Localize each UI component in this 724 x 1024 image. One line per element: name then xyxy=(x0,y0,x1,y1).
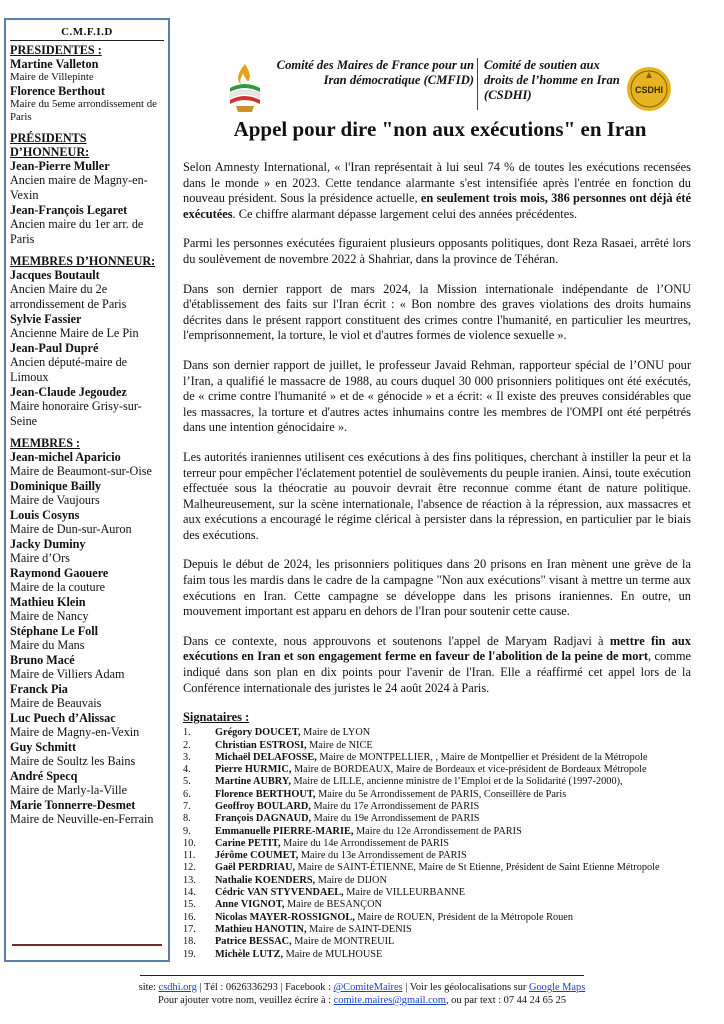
signatory-body xyxy=(215,949,691,961)
google-maps-link[interactable]: Google Maps xyxy=(528,982,586,993)
signatory-body xyxy=(215,862,691,874)
signatory-role: Maire du 14e Arrondissement de PARIS xyxy=(280,837,449,849)
sidebar-member-role: Maire de Beaumont-sur-Oise xyxy=(10,464,152,478)
signatory-role: Maire de MONTPELLIER, , Maire de Montpellier et Président de la Métropole xyxy=(316,751,648,763)
sidebar-member-name: Guy Schmitt xyxy=(10,740,77,754)
sidebar-member-name: Jacques Boutault xyxy=(10,268,100,282)
appeal-paragraph xyxy=(183,450,691,544)
signatory-number: 19. xyxy=(183,948,196,960)
signatory-item xyxy=(183,801,691,813)
signatory-name: Patrice BESSAC, xyxy=(215,936,292,948)
appeal-paragraph xyxy=(183,358,691,436)
signatory-role: Maire de LILLE, ancienne ministre de l’Emploi et de la Solidarité (1997-2000), xyxy=(290,776,623,788)
signatory-number: 16. xyxy=(183,911,196,923)
signatory-body xyxy=(215,924,691,936)
signatory-body xyxy=(215,838,691,850)
footer-site-label: site: xyxy=(138,982,159,993)
signatory-name: Pierre HURMIC, xyxy=(215,764,292,776)
signatory-item xyxy=(183,752,691,764)
sidebar-member-role: Maire de Marly-la-Ville xyxy=(10,783,128,797)
signatory-role: Maire du 17e Arrondissement de PARIS xyxy=(310,801,480,812)
signatory-body xyxy=(215,887,691,899)
signatory-number: 14. xyxy=(183,887,196,899)
page-footer xyxy=(60,981,664,1007)
sidebar-member-name: Mathieu Klein xyxy=(10,595,86,609)
signatories-list xyxy=(183,727,691,961)
footer-phone-text: , ou par text : 07 44 24 65 25 xyxy=(445,995,567,1006)
sidebar-member-name: Jean-François Legaret xyxy=(10,203,128,217)
sidebar-member-name: Jean-Claude Jegoudez xyxy=(10,385,127,399)
signatory-body xyxy=(215,826,691,838)
sidebar-member-role: Maire de Villepinte xyxy=(10,71,94,83)
signatory-item xyxy=(183,826,691,838)
signatory-item xyxy=(183,912,691,924)
signatory-role: Maire de NICE xyxy=(306,739,373,751)
sidebar-member-name: Franck Pia xyxy=(10,682,68,696)
signatory-number: 8. xyxy=(183,813,191,825)
sidebar-member-name: Louis Cosyns xyxy=(10,508,80,522)
signatory-name: Nathalie KOENDERS, xyxy=(215,874,316,886)
sidebar-gap xyxy=(10,124,164,131)
signatory-item xyxy=(183,862,691,874)
signatory-number: 2. xyxy=(183,739,191,751)
signatory-role: Maire de BORDEAUX, Maire de Bordeaux et vice-président de Bordeaux Métropole xyxy=(291,764,647,776)
signatory-role: Maire du 13e Arrondissement de PARIS xyxy=(298,850,467,862)
signatory-item xyxy=(183,727,691,739)
signatory-name: Cédric VAN STYVENDAEL, xyxy=(215,887,344,899)
sidebar-member-role: Maire d’Ors xyxy=(10,551,70,565)
signatories-heading: Signataires : xyxy=(183,710,250,725)
signatory-name: François DAGNAUD, xyxy=(215,813,312,825)
sidebar-member-name: André Specq xyxy=(10,769,78,783)
signatory-name: Nicolas MAYER-ROSSIGNOL, xyxy=(215,911,355,923)
signatory-name: Jérôme COUMET, xyxy=(215,850,299,862)
appeal-paragraph xyxy=(183,557,691,619)
signatory-number: 9. xyxy=(183,825,191,837)
sidebar-member-name: Dominique Bailly xyxy=(10,479,102,493)
appeal-paragraph xyxy=(183,160,691,222)
sidebar-member-name: Florence Berthout xyxy=(10,84,105,98)
signatory-name: Florence BERTHOUT, xyxy=(215,788,316,800)
csdhi-emblem-logo-icon xyxy=(626,66,672,112)
signatory-item xyxy=(183,936,691,948)
signatory-role: Maire de DIJON xyxy=(315,874,387,886)
sidebar-member-role: Maire du 5eme arrondissement de Paris xyxy=(10,98,157,123)
signatory-number: 11. xyxy=(183,850,196,862)
paragraph-text: Dans ce contexte, nous approuvons et soutenons l'appel de Maryam Radjavi à xyxy=(183,633,610,648)
sidebar-section-heading: PRÉSIDENTS D’HONNEUR: xyxy=(10,131,90,159)
sidebar-sections xyxy=(10,43,164,827)
signatory-name: Mathieu HANOTIN, xyxy=(215,923,307,935)
sidebar-member-role: Maire de Dun-sur-Auron xyxy=(10,522,132,536)
sidebar-member-role: Ancien Maire du 2e arrondissement de Paris xyxy=(10,282,127,311)
sidebar-member-role: Maire du Mans xyxy=(10,638,85,652)
sidebar-gap xyxy=(10,429,164,436)
signatory-item xyxy=(183,838,691,850)
flame-flag-logo-icon xyxy=(222,62,268,114)
signatory-item xyxy=(183,850,691,862)
sidebar-member-name: Martine Valleton xyxy=(10,57,99,71)
signatory-body xyxy=(215,752,691,764)
appeal-paragraph xyxy=(183,236,691,267)
signatory-role: Maire de MONTREUIL xyxy=(291,936,395,948)
signatory-item xyxy=(183,740,691,752)
signatory-role: Maire du 5e Arrondissement de PARIS, Conseillère de Paris xyxy=(315,788,567,800)
footer-line-2 xyxy=(60,994,664,1007)
sidebar-member-role: Maire de Soultz les Bains xyxy=(10,754,136,768)
signatory-item xyxy=(183,776,691,788)
sidebar-member-role: Maire de Nancy xyxy=(10,609,89,623)
cmfid-org-name: Comité des Maires de France pour un Iran démocratique (CMFID) xyxy=(276,58,474,87)
signatory-role: Maire de SAINT-DENIS xyxy=(306,923,412,935)
paragraph-text: Depuis le début de 2024, les prisonniers politiques dans 20 prisons en Iran mènent une grève de la faim tous les mardis dans le cadre de la campagne "Non aux exécutions" visant à mettre un terme aux exécutions en Iran. Cette campagne se développe dans les prisons iraniennes. En outre, un mouvement important est apparu en dehors de l'Iran pour soutenir cette cause. xyxy=(183,557,691,619)
emphasis-text: mettre fin aux exécutions en Iran et son engagement ferme en faveur de l'abolition de la peine de mort xyxy=(183,633,691,664)
sidebar-member-name: Jean-Paul Dupré xyxy=(10,341,99,355)
sidebar-end-rule xyxy=(12,944,162,946)
signatory-body xyxy=(215,813,691,825)
signatory-item xyxy=(183,813,691,825)
sidebar-section-heading: MEMBRES D’HONNEUR: xyxy=(10,254,156,268)
paragraph-text: Dans son dernier rapport de juillet, le professeur Javaid Rehman, rapporteur spécial de l’ONU pour l’Iran, a qualifié le massacre de 1988, au cours duquel 30 000 prisonniers politiques ont été exécutés, de « crime contre l'humanité » et de « génocide » et a écrit: « Il existe des preuves considérables que les massacres, la torture et d'autres actes inhumains contre les membres de l'OMPI ont été perpétrés dans une intention génocidaire ». xyxy=(183,357,691,435)
signatory-number: 15. xyxy=(183,899,196,911)
signatory-item xyxy=(183,789,691,801)
signatory-role: Maire du 12e Arrondissement de PARIS xyxy=(353,825,522,837)
sidebar-member-name: Jacky Duminy xyxy=(10,537,86,551)
signatory-name: Michèle LUTZ, xyxy=(215,948,284,960)
signatory-role: Maire de MULHOUSE xyxy=(283,948,383,960)
csdhi-org-name: Comité de soutien aux droits de l’homme en Iran (CSDHI) xyxy=(484,58,620,102)
signatory-body xyxy=(215,801,691,813)
paragraph-text: Selon Amnesty International, « l'Iran représentait à lui seul 74 % de toutes les exécutions recensées dans le monde » en 2023. Cette tendance alarmante s'est intensifiée après l'entrée en fonction du nouveau président. Sous la présidence actuelle, xyxy=(183,160,691,206)
signatory-item xyxy=(183,924,691,936)
signatory-number: 10. xyxy=(183,837,196,849)
signatory-name: Carine PETIT, xyxy=(215,837,281,849)
signatory-name: Christian ESTROSI, xyxy=(215,739,307,751)
sidebar-title: C.M.F.I.D xyxy=(61,26,113,38)
sidebar-member-role: Ancienne Maire de Le Pin xyxy=(10,326,139,340)
emphasis-text: en seulement trois mois, 386 personnes ont déjà été exécutées xyxy=(183,191,691,221)
signatory-name: Emmanuelle PIERRE-MARIE, xyxy=(215,825,354,837)
signatory-role: Maire de BESANÇON xyxy=(284,899,382,911)
paragraph-text: Parmi les personnes exécutées figuraient plusieurs opposants politiques, dont Reza Rasaei, arrêté lors du soulèvement de novembre 2022 à Shahriar, dans la province de Téhéran. xyxy=(183,236,691,266)
signatory-body xyxy=(215,875,691,887)
signatory-body xyxy=(215,936,691,948)
sidebar-member-role: Maire de Magny-en-Vexin xyxy=(10,725,140,739)
sidebar-member-role: Maire de la couture xyxy=(10,580,106,594)
signatory-item xyxy=(183,875,691,887)
header-divider xyxy=(477,58,478,110)
sidebar-rule xyxy=(10,40,164,41)
appeal-paragraph xyxy=(183,282,691,344)
signatory-item xyxy=(183,899,691,911)
footer-rule xyxy=(140,975,584,976)
signatory-name: Anne VIGNOT, xyxy=(215,899,285,911)
signatory-name: Martine AUBRY, xyxy=(215,776,291,788)
email-link[interactable]: comite.maires@gmail.com xyxy=(333,995,446,1006)
signatory-number: 3. xyxy=(183,751,191,763)
sidebar-member-role: Maire honoraire Grisy-sur-Seine xyxy=(10,399,142,428)
sidebar-member-role: Maire de Villiers Adam xyxy=(10,667,125,681)
signatory-body xyxy=(215,850,691,862)
sidebar-member-name: Jean-Pierre Muller xyxy=(10,159,110,173)
signatory-item xyxy=(183,887,691,899)
cmfid-sidebar xyxy=(4,18,170,962)
signatory-number: 18. xyxy=(183,936,196,948)
sidebar-member-role: Ancien maire du 1er arr. de Paris xyxy=(10,217,144,246)
signatory-number: 1. xyxy=(183,727,191,739)
appeal-body xyxy=(183,160,691,961)
sidebar-section-heading: MEMBRES : xyxy=(10,436,81,450)
signatory-body xyxy=(215,776,691,788)
signatory-body xyxy=(215,899,691,911)
sidebar-member-name: Bruno Macé xyxy=(10,653,75,667)
facebook-link[interactable]: @ComiteMaires xyxy=(333,982,403,993)
signatory-role: Maire de VILLEURBANNE xyxy=(343,887,465,899)
signatory-name: Geoffroy BOULARD, xyxy=(215,801,311,812)
signatory-item xyxy=(183,949,691,961)
sidebar-member-name: Luc Puech d’Alissac xyxy=(10,711,116,725)
footer-line-1 xyxy=(60,981,664,994)
signatory-body xyxy=(215,912,691,924)
sidebar-gap xyxy=(10,247,164,254)
page-title: Appel pour dire "non aux exécutions" en Iran xyxy=(233,117,647,141)
signatory-name: Michaël DELAFOSSE, xyxy=(215,751,317,763)
signatory-number: 12. xyxy=(183,862,196,874)
signatory-number: 4. xyxy=(183,764,191,776)
paragraph-text: Les autorités iraniennes utilisent ces exécutions à des fins politiques, cherchant à instiller la peur et la terreur pour empêcher l'éclatement potentiel de soulèvements du peuple iranien. Ainsi, toute exécution effectuée sous la théocratie au pouvoir devrait être reconnue comme étant de nature politique. Malheureusement, sur la scène internationale, l'absence de réaction à la répression, aux massacres et aux exécutions a encouragé le régime clérical à persister dans la répression, en particulier par le biais des exécutions. xyxy=(183,449,692,542)
footer-tel: | Tél : 0626336293 | Facebook : xyxy=(196,982,334,993)
sidebar-member-role: Maire de Vaujours xyxy=(10,493,100,507)
signatory-body xyxy=(215,764,691,776)
sidebar-member-role: Maire de Neuville-en-Ferrain xyxy=(10,812,154,826)
signatory-role: Maire de LYON xyxy=(300,727,371,739)
sidebar-member-name: Stéphane Le Foll xyxy=(10,624,99,638)
signatory-number: 7. xyxy=(183,801,191,812)
csdhi-logo-text: CSDHI xyxy=(634,85,664,95)
sidebar-member-name: Sylvie Fassier xyxy=(10,312,82,326)
sidebar-section-heading: PRESIDENTES : xyxy=(10,43,102,57)
signatory-number: 13. xyxy=(183,874,196,886)
paragraph-text: , comme indiqué dans son plan en dix points pour l'avenir de l'Iran. Elle a réaffirmé cet appel lors de la Conférence internationale des juristes le 24 août 2024 à Paris. xyxy=(183,649,691,695)
signatory-number: 17. xyxy=(183,923,196,935)
signatory-body xyxy=(215,740,691,752)
signatory-number: 5. xyxy=(183,776,191,788)
signatory-item xyxy=(183,764,691,776)
signatory-role: Maire de ROUEN, Président de la Métropole Rouen xyxy=(354,911,573,923)
signatory-body xyxy=(215,789,691,801)
sidebar-member-role: Ancien député-maire de Limoux xyxy=(10,355,128,384)
site-link[interactable]: csdhi.org xyxy=(158,982,197,993)
signatory-name: Grégory DOUCET, xyxy=(215,727,301,739)
footer-add-text: Pour ajouter votre nom, veuillez écrire à : xyxy=(157,995,334,1006)
signatory-number: 6. xyxy=(183,788,191,800)
appeal-paragraph xyxy=(183,634,691,696)
sidebar-member-name: Jean-michel Aparicio xyxy=(10,450,121,464)
sidebar-member-name: Marie Tonnerre-Desmet xyxy=(10,798,136,812)
sidebar-member-role: Maire de Beauvais xyxy=(10,696,102,710)
footer-geo-text: | Voir les géolocalisations sur xyxy=(402,982,529,993)
sidebar-member-role: Ancien maire de Magny-en-Vexin xyxy=(10,173,148,202)
signatory-role: Maire de SAINT-ÉTIENNE, Maire de St Etienne, Président de Saint Etienne Métropole xyxy=(295,862,660,874)
signatory-body xyxy=(215,727,691,739)
sidebar-member-name: Raymond Gaouere xyxy=(10,566,109,580)
paragraph-text: Dans son dernier rapport de mars 2024, la Mission internationale indépendante de l’ONU d'établissement des faits sur l'Iran écrit : « Bon nombre des graves violations des droits humains décrites dans le présent rapport constituent des crimes contre l'humanité, en particulier les meurtres, l'emprisonnement, la torture, le viol et d'autres formes de violence sexuelle ». xyxy=(183,281,691,343)
paragraph-text: . Ce chiffre alarmant dépasse largement celui des années précédentes. xyxy=(232,206,578,221)
appeal-paragraphs xyxy=(183,160,691,696)
signatory-role: Maire du 19e Arrondissement de PARIS xyxy=(311,813,480,825)
signatory-name: Gaël PERDRIAU, xyxy=(215,862,296,874)
